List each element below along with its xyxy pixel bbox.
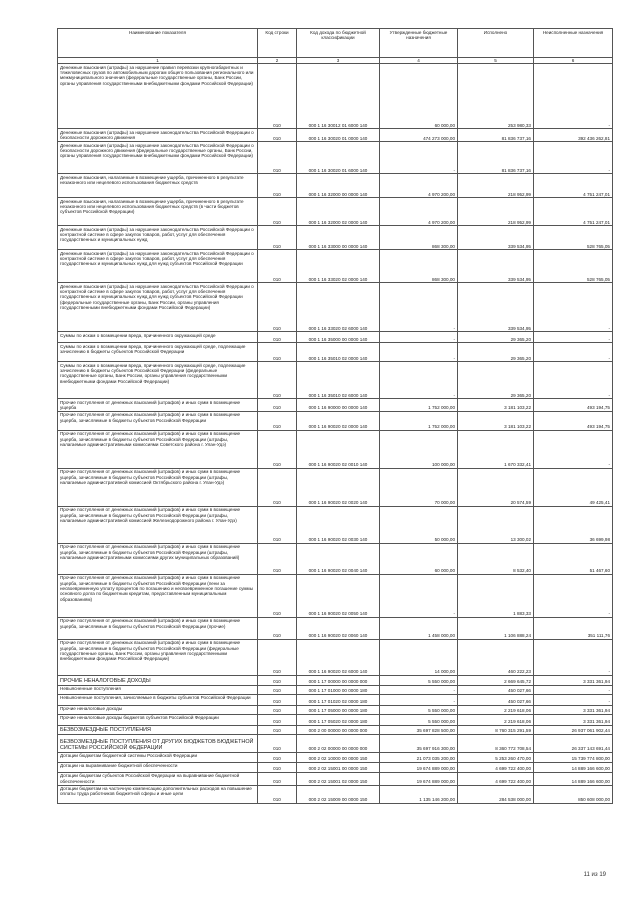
row-name: Денежные взыскания (штрафы) за нарушение законодательства Российской Федерации о безопасности дорожного движения [58,129,258,142]
header-executed: Исполнено [458,29,534,58]
row-executed: 8 360 772 708,54 [458,734,534,752]
row-executed: 29 365,20 [458,343,534,362]
row-income-code: 000 1 17 00000 00 0000 000 [297,675,380,685]
row-line-code: 010 [258,399,297,412]
table-row [58,675,613,685]
row-income-code: 000 1 16 90020 02 0020 140 [297,468,380,506]
row-name: Невыясненные поступления, зачисляемые в бюджеты субъектов Российской Федерации [58,694,258,705]
row-income-code: 000 1 16 35000 00 0000 140 [297,332,380,343]
row-approved: 19 674 889 000,00 [380,762,458,772]
row-income-code: 000 1 16 30020 01 6000 140 [297,142,380,174]
row-executed: 29 365,20 [458,362,534,399]
row-unexecuted: 351 111,76 [534,617,613,639]
row-approved: 1 752 000,00 [380,411,458,430]
row-line-code: 010 [258,734,297,752]
row-name: Суммы по искам о возмещении вреда, причиненного окружающей среде, подлежащие зачислению в бюджеты субъектов Российской Федерации (федеральные государственные органы, Банк России, органы управления государственными внебюджетными фондами Российской Федерации) [58,362,258,399]
row-name: Прочие поступления от денежных взысканий (штрафов) и иных сумм в возмещение ущерба, зачисляемые в бюджеты субъектов Российской Федерации (штрафы, налагаемые административными комиссиями Советского района г. Улан-Удэ) [58,430,258,468]
header-unexecuted: Неисполненные назначения [534,29,613,58]
row-name: Прочие поступления от денежных взысканий (штрафов) и иных сумм в возмещение ущерба, зачисляемые в бюджеты субъектов Российской Федерации (штрафы, налагаемые административной комиссией Железнодорожного района г. Улан-Удэ) [58,506,258,543]
row-unexecuted: 528 765,05 [534,226,613,250]
row-executed: 1 106 888,24 [458,617,534,639]
row-income-code: 000 1 16 90020 02 0060 140 [297,617,380,639]
row-approved: 60 000,00 [380,543,458,574]
table-row [58,734,613,752]
row-unexecuted: - [534,685,613,694]
row-line-code: 010 [258,675,297,685]
row-line-code: 010 [258,714,297,725]
header-line-code: Код строки [258,29,297,58]
row-approved: 1 458 000,00 [380,617,458,639]
table-row [58,685,613,694]
row-unexecuted: - [534,694,613,705]
row-income-code: 000 1 17 05020 02 0000 180 [297,714,380,725]
row-name: Суммы по искам о возмещении вреда, причиненного окружающей среде [58,332,258,343]
row-executed: 81 836 737,16 [458,129,534,142]
row-approved: 14 000,00 [380,639,458,675]
row-income-code: 000 1 16 90020 02 0000 140 [297,411,380,430]
row-executed: 3 181 103,22 [458,411,534,430]
row-approved: - [380,332,458,343]
row-line-code: 010 [258,574,297,617]
row-unexecuted: 392 436 262,81 [534,129,613,142]
row-unexecuted: 26 337 143 691,44 [534,734,613,752]
page-number: 11 из 19 [583,872,606,878]
row-line-code: 010 [258,250,297,283]
row-executed: 2 219 618,06 [458,705,534,714]
row-executed: 81 836 737,16 [458,142,534,174]
row-name: БЕЗВОЗМЕЗДНЫЕ ПОСТУПЛЕНИЯ ОТ ДРУГИХ БЮДЖЕТОВ БЮДЖЕТНОЙ СИСТЕМЫ РОССИЙСКОЙ ФЕДЕРАЦИИ [58,734,258,752]
row-unexecuted: - [534,430,613,468]
row-income-code: 000 1 16 35010 02 0000 140 [297,343,380,362]
table-row [58,705,613,714]
row-name: Прочие поступления от денежных взысканий (штрафов) и иных сумм в возмещение ущерба, зачисляемые в бюджеты субъектов Российской Федерации [58,411,258,430]
row-income-code: 000 2 02 00000 00 0000 000 [297,734,380,752]
row-unexecuted: 3 331 361,94 [534,714,613,725]
column-number: 3 [297,58,380,64]
row-unexecuted: 3 331 361,94 [534,675,613,685]
row-income-code: 000 1 16 90020 02 0030 140 [297,506,380,543]
row-name: Прочие поступления от денежных взысканий (штрафов) и иных сумм в возмещение ущерба, зачисляемые в бюджеты субъектов Российской Федерации (пени за несвоевременную уплату процентов по погашению и несвоевременное погашение суммы основного долга по бюджетным кредитам, предоставленным муниципальным образованиям) [58,574,258,617]
table-row [58,411,613,430]
row-line-code: 010 [258,64,297,129]
table-row [58,399,613,412]
header-name: Наименование показателя [58,29,258,58]
table-header-row [58,29,613,58]
row-approved: - [380,574,458,617]
table-row [58,250,613,283]
row-income-code: 000 1 16 33020 02 0000 140 [297,250,380,283]
row-income-code: 000 1 16 90020 02 0040 140 [297,543,380,574]
row-approved: - [380,694,458,705]
row-approved: 5 550 000,00 [380,675,458,685]
row-unexecuted: 14 889 166 600,00 [534,762,613,772]
row-executed: 218 952,99 [458,174,534,198]
row-name: Прочие поступления от денежных взысканий (штрафов) и иных сумм в возмещение ущерба, зачисляемые в бюджеты субъектов Российской Федерации (прочие) [58,617,258,639]
row-approved: 5 550 000,00 [380,714,458,725]
row-approved: 21 073 035 200,00 [380,752,458,762]
row-unexecuted: - [534,64,613,129]
table-row [58,283,613,332]
row-income-code: 000 1 16 32000 02 0000 140 [297,198,380,226]
row-name: Прочие поступления от денежных взысканий (штрафов) и иных сумм в возмещение ущерба, зачисляемые в бюджеты субъектов Российской Федерации (штрафы, налагаемые административными комиссиями других муниципальных образований) [58,543,258,574]
row-name: БЕЗВОЗМЕЗДНЫЕ ПОСТУПЛЕНИЯ [58,725,258,734]
row-line-code: 010 [258,411,297,430]
column-number: 4 [380,58,458,64]
column-number: 1 [58,58,258,64]
row-name: Денежные взыскания (штрафы) за нарушение законодательства Российской Федерации о контрактной системе в сфере закупок товаров, работ, услуг для обеспечения государственных и муниципальных нужд [58,226,258,250]
row-executed: 4 699 722 400,00 [458,772,534,785]
row-income-code: 000 1 16 90020 02 0050 140 [297,574,380,617]
row-line-code: 010 [258,639,297,675]
row-income-code: 000 1 16 90020 02 0010 140 [297,430,380,468]
row-unexecuted: - [534,574,613,617]
row-unexecuted: 36 699,98 [534,506,613,543]
row-income-code: 000 1 17 05000 00 0000 180 [297,705,380,714]
column-number: 2 [258,58,297,64]
row-name: Дотации бюджетам субъектов Российской Федерации на выравнивание бюджетной обеспеченности [58,772,258,785]
row-approved: 1 752 000,00 [380,399,458,412]
row-executed: 1 670 332,41 [458,430,534,468]
row-income-code: 000 2 02 15009 00 0000 150 [297,785,380,803]
row-income-code: 000 2 02 15001 02 0000 150 [297,772,380,785]
row-approved: 19 674 889 000,00 [380,772,458,785]
row-executed: 3 181 103,22 [458,399,534,412]
row-income-code: 000 1 16 30020 01 0000 140 [297,129,380,142]
row-executed: 339 534,95 [458,283,534,332]
row-line-code: 010 [258,762,297,772]
row-executed: 5 253 260 470,00 [458,752,534,762]
row-executed: 253 980,33 [458,64,534,129]
row-approved: 868 300,00 [380,250,458,283]
report-sheet [57,28,612,804]
row-line-code: 010 [258,468,297,506]
row-name: Прочие неналоговые доходы [58,705,258,714]
row-approved: 1 135 146 200,00 [380,785,458,803]
table-row [58,752,613,762]
row-unexecuted: 4 751 247,01 [534,198,613,226]
row-line-code: 010 [258,198,297,226]
row-approved: 868 300,00 [380,226,458,250]
row-executed: 20 574,59 [458,468,534,506]
row-unexecuted: 15 739 774 800,00 [534,752,613,762]
row-line-code: 010 [258,343,297,362]
header-income-code: Код дохода по бюджетной классификации [297,29,380,58]
row-unexecuted: 4 751 247,01 [534,174,613,198]
row-income-code: 000 1 16 90020 02 6000 140 [297,639,380,675]
row-line-code: 010 [258,685,297,694]
row-approved: 100 000,00 [380,430,458,468]
row-approved: - [380,343,458,362]
row-line-code: 010 [258,785,297,803]
row-unexecuted: 14 889 166 600,00 [534,772,613,785]
row-line-code: 010 [258,772,297,785]
row-unexecuted: - [534,639,613,675]
row-income-code: 000 2 02 10000 00 0000 150 [297,752,380,762]
row-approved: 50 000,00 [380,506,458,543]
row-unexecuted: 3 331 361,94 [534,705,613,714]
row-approved: - [380,283,458,332]
row-executed: 1 883,33 [458,574,534,617]
column-number: 6 [534,58,613,64]
row-executed: 8 760 315 291,59 [458,725,534,734]
row-name: Денежные взыскания (штрафы) за нарушение законодательства Российской Федерации о контрактной системе в сфере закупок товаров, работ, услуг для обеспечения государственных и муниципальных нужд для нужд субъектов Российской Федерации (федеральные государственные органы, Банк России, органы управления государственными внебюджетными фондами Российской Федерации) [58,283,258,332]
row-income-code: 000 1 16 90000 00 0000 140 [297,399,380,412]
row-approved: - [380,142,458,174]
table-row [58,226,613,250]
row-line-code: 010 [258,174,297,198]
row-unexecuted: 493 194,75 [534,399,613,412]
row-name: Денежные взыскания, налагаемые в возмещение ущерба, причиненного в результате незаконного или нецелевого использования бюджетных средств [58,174,258,198]
row-unexecuted: 850 608 000,00 [534,785,613,803]
row-line-code: 010 [258,226,297,250]
table-body [58,64,613,803]
row-line-code: 010 [258,694,297,705]
row-unexecuted: - [534,362,613,399]
table-row [58,772,613,785]
row-income-code: 000 1 16 33000 00 0000 140 [297,226,380,250]
row-name: Денежные взыскания (штрафы) за нарушение законодательства Российской Федерации о контрактной системе в сфере закупок товаров, работ, услуг для обеспечения государственных и муниципальных нужд для нужд субъектов Российской Федерации [58,250,258,283]
row-name: Прочие неналоговые доходы бюджетов субъектов Российской Федерации [58,714,258,725]
table-row [58,174,613,198]
row-executed: 339 534,95 [458,250,534,283]
table-row [58,785,613,803]
row-executed: 460 222,23 [458,639,534,675]
row-approved: 70 000,00 [380,468,458,506]
row-approved: 35 697 916 300,00 [380,734,458,752]
row-line-code: 010 [258,543,297,574]
row-executed: 284 538 000,00 [458,785,534,803]
row-name: Дотации на выравнивание бюджетной обеспеченности [58,762,258,772]
row-line-code: 010 [258,332,297,343]
table-row [58,142,613,174]
row-executed: 218 952,99 [458,198,534,226]
row-approved: 474 273 000,00 [380,129,458,142]
row-executed: 4 699 722 400,00 [458,762,534,772]
table-row [58,725,613,734]
row-line-code: 010 [258,362,297,399]
table-row [58,343,613,362]
column-number: 5 [458,58,534,64]
row-name: Денежные взыскания (штрафы) за нарушение правил перевозки крупногабаритных и тяжеловесных грузов по автомобильным дорогам общего пользования регионального или межмуниципального значения (федеральные государственные органы, Банк России, органы управления государственными внебюджетными фондами Российской Федерации) [58,64,258,129]
row-line-code: 010 [258,142,297,174]
table-row [58,506,613,543]
row-approved: - [380,362,458,399]
row-income-code: 000 1 17 01020 02 0000 180 [297,694,380,705]
row-income-code: 000 1 16 33020 02 6000 140 [297,283,380,332]
row-executed: 13 300,02 [458,506,534,543]
table-row [58,129,613,142]
row-line-code: 010 [258,506,297,543]
row-executed: 450 027,66 [458,694,534,705]
budget-income-table [57,28,613,804]
table-row [58,430,613,468]
row-approved: 5 550 000,00 [380,705,458,714]
row-executed: 339 534,95 [458,226,534,250]
row-unexecuted: - [534,283,613,332]
table-row [58,468,613,506]
header-approved: Утвержденные бюджетные назначения [380,29,458,58]
row-unexecuted: - [534,142,613,174]
table-row [58,362,613,399]
row-approved: 4 970 200,00 [380,174,458,198]
table-row [58,198,613,226]
row-unexecuted: 51 467,60 [534,543,613,574]
row-line-code: 010 [258,617,297,639]
row-line-code: 010 [258,283,297,332]
row-name: Прочие поступления от денежных взысканий (штрафов) и иных сумм в возмещение ущерба, зачисляемые в бюджеты субъектов Российской Федерации (федеральные государственные органы, Банк России, органы управления государственными внебюджетными фондами Российской Федерации) [58,639,258,675]
row-name: Прочие поступления от денежных взысканий (штрафов) и иных сумм в возмещение ущерба, зачисляемые в бюджеты субъектов Российской Федерации (штрафы, налагаемые административной комиссией Октябрьского района г. Улан-Удэ) [58,468,258,506]
row-name: ПРОЧИЕ НЕНАЛОГОВЫЕ ДОХОДЫ [58,675,258,685]
row-unexecuted: 493 194,75 [534,411,613,430]
row-executed: 2 219 618,06 [458,714,534,725]
row-approved: - [380,685,458,694]
row-name: Невыясненные поступления [58,685,258,694]
row-name: Дотации бюджетам бюджетной системы Российской Федерации [58,752,258,762]
row-income-code: 000 2 00 00000 00 0000 000 [297,725,380,734]
row-executed: 2 669 645,72 [458,675,534,685]
row-approved: 35 697 828 500,00 [380,725,458,734]
row-line-code: 010 [258,725,297,734]
table-row [58,762,613,772]
row-executed: 29 365,20 [458,332,534,343]
row-income-code: 000 1 17 01000 00 0000 180 [297,685,380,694]
table-row [58,639,613,675]
table-row [58,64,613,129]
row-line-code: 010 [258,705,297,714]
row-income-code: 000 1 16 32000 00 0000 140 [297,174,380,198]
row-name: Денежные взыскания, налагаемые в возмещение ущерба, причиненного в результате незаконного или нецелевого использования бюджетных средств (в части бюджетов субъектов Российской Федерации) [58,198,258,226]
row-unexecuted: 49 425,41 [534,468,613,506]
row-income-code: 000 1 16 30012 01 6000 140 [297,64,380,129]
row-executed: 8 532,40 [458,543,534,574]
row-name: Суммы по искам о возмещении вреда, причиненного окружающей среде, подлежащие зачислению в бюджеты субъектов Российской Федерации [58,343,258,362]
table-row [58,617,613,639]
table-row [58,714,613,725]
row-name: Денежные взыскания (штрафы) за нарушение законодательства Российской Федерации о безопасности дорожного движения (федеральные государственные органы, Банк России, органы управления государственными внебюджетными фондами Российской Федерации) [58,142,258,174]
row-line-code: 010 [258,752,297,762]
row-approved: 4 970 200,00 [380,198,458,226]
row-income-code: 000 1 16 35010 02 6000 140 [297,362,380,399]
row-income-code: 000 2 02 15001 00 0000 150 [297,762,380,772]
row-name: Прочие поступления от денежных взысканий (штрафов) и иных сумм в возмещение ущерба [58,399,258,412]
row-line-code: 010 [258,430,297,468]
row-executed: 450 027,66 [458,685,534,694]
row-line-code: 010 [258,129,297,142]
row-name: Дотации бюджетам на частичную компенсацию дополнительных расходов на повышение оплаты труда работников бюджетной сферы и иные цели [58,785,258,803]
row-unexecuted: - [534,343,613,362]
table-row [58,694,613,705]
table-row [58,574,613,617]
row-approved: 60 000,00 [380,64,458,129]
table-row [58,543,613,574]
row-unexecuted: 26 937 061 902,44 [534,725,613,734]
row-unexecuted: - [534,332,613,343]
table-row [58,332,613,343]
row-unexecuted: 528 765,05 [534,250,613,283]
